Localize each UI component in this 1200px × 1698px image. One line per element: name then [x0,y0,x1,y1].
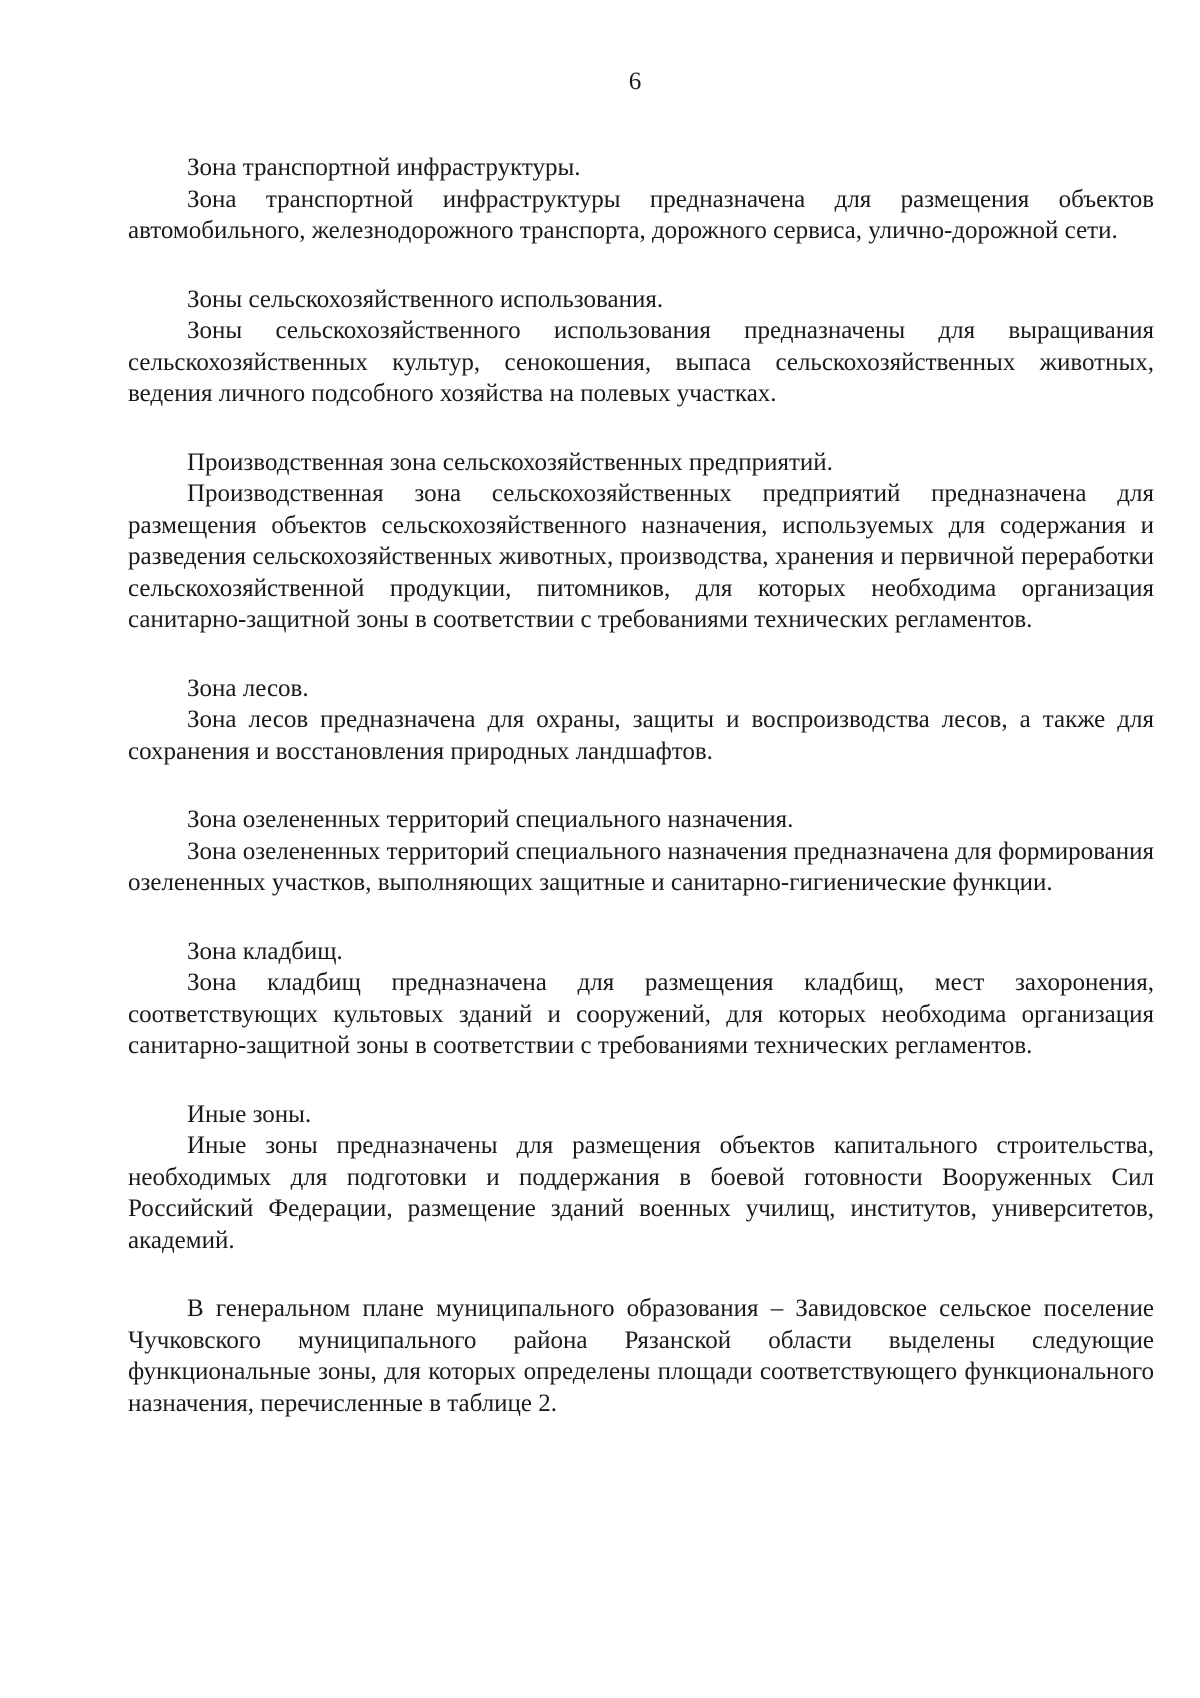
section-agricultural-production [128,447,1154,636]
closing-paragraph: В генеральном плане муниципального образования – Завидовское сельское поселение Чучковского муниципального района Рязанской области выделены следующие функциональные зоны, для которых определены площади соответствующего функционального назначения, перечисленные в таблице 2. [128,1295,1154,1417]
section-heading: Зона кладбищ. [187,937,343,965]
section-heading: Зона лесов. [187,674,309,702]
section-closing [128,1293,1154,1419]
section-transport-infrastructure [128,152,1154,247]
section-paragraph: Зона кладбищ предназначена для размещения кладбищ, мест захоронения, соответствующих культовых зданий и сооружений, для которых необходима организация санитарно-защитной зоны в соответствии с требованиями технических регламентов. [128,969,1154,1059]
section-other-zones [128,1099,1154,1257]
section-heading: Производственная зона сельскохозяйственных предприятий. [187,448,833,476]
section-heading: Зона транспортной инфраструктуры. [187,154,581,181]
section-cemeteries [128,936,1154,1062]
document-body [128,152,1154,1456]
section-paragraph: Зоны сельскохозяйственного использования предназначены для выращивания сельскохозяйственных культур, сенокошения, выпаса сельскохозяйственных животных, ведения личного подсобного хозяйства на полевых участках. [128,317,1154,407]
page-number: 6 [628,68,642,95]
section-paragraph: Иные зоны предназначены для размещения объектов капитального строительства, необходимых для подготовки и поддержания в боевой готовности Вооруженных Сил Российский Федерации, размещение зданий военных училищ, институтов, университетов, академий. [128,1132,1154,1254]
section-forests [128,673,1154,768]
section-heading: Зона озелененных территорий специального назначения. [187,806,794,833]
section-heading: Иные зоны. [187,1100,312,1128]
section-paragraph: Производственная зона сельскохозяйственных предприятий предназначена для размещения объектов сельскохозяйственного назначения, используемых для содержания и разведения сельскохозяйственных животных, производства, хранения и первичной переработки сельскохозяйственной продукции, питомников, для которых необходима организация санитарно-защитной зоны в соответствии с требованиями технических регламентов. [128,480,1154,633]
section-agricultural-use [128,284,1154,410]
section-paragraph: Зона транспортной инфраструктуры предназначена для размещения объектов автомобильного, железнодорожного транспорта, дорожного сервиса, улично-дорожной сети. [128,185,1154,244]
section-paragraph: Зона озелененных территорий специального назначения предназначена для формирования озелененных участков, выполняющих защитные и санитарно-гигиенические функции. [128,837,1154,896]
section-heading: Зоны сельскохозяйственного использования. [187,285,664,313]
section-paragraph: Зона лесов предназначена для охраны, защиты и воспроизводства лесов, а также для сохранения и восстановления природных ландшафтов. [128,706,1154,765]
section-green-areas [128,804,1154,899]
